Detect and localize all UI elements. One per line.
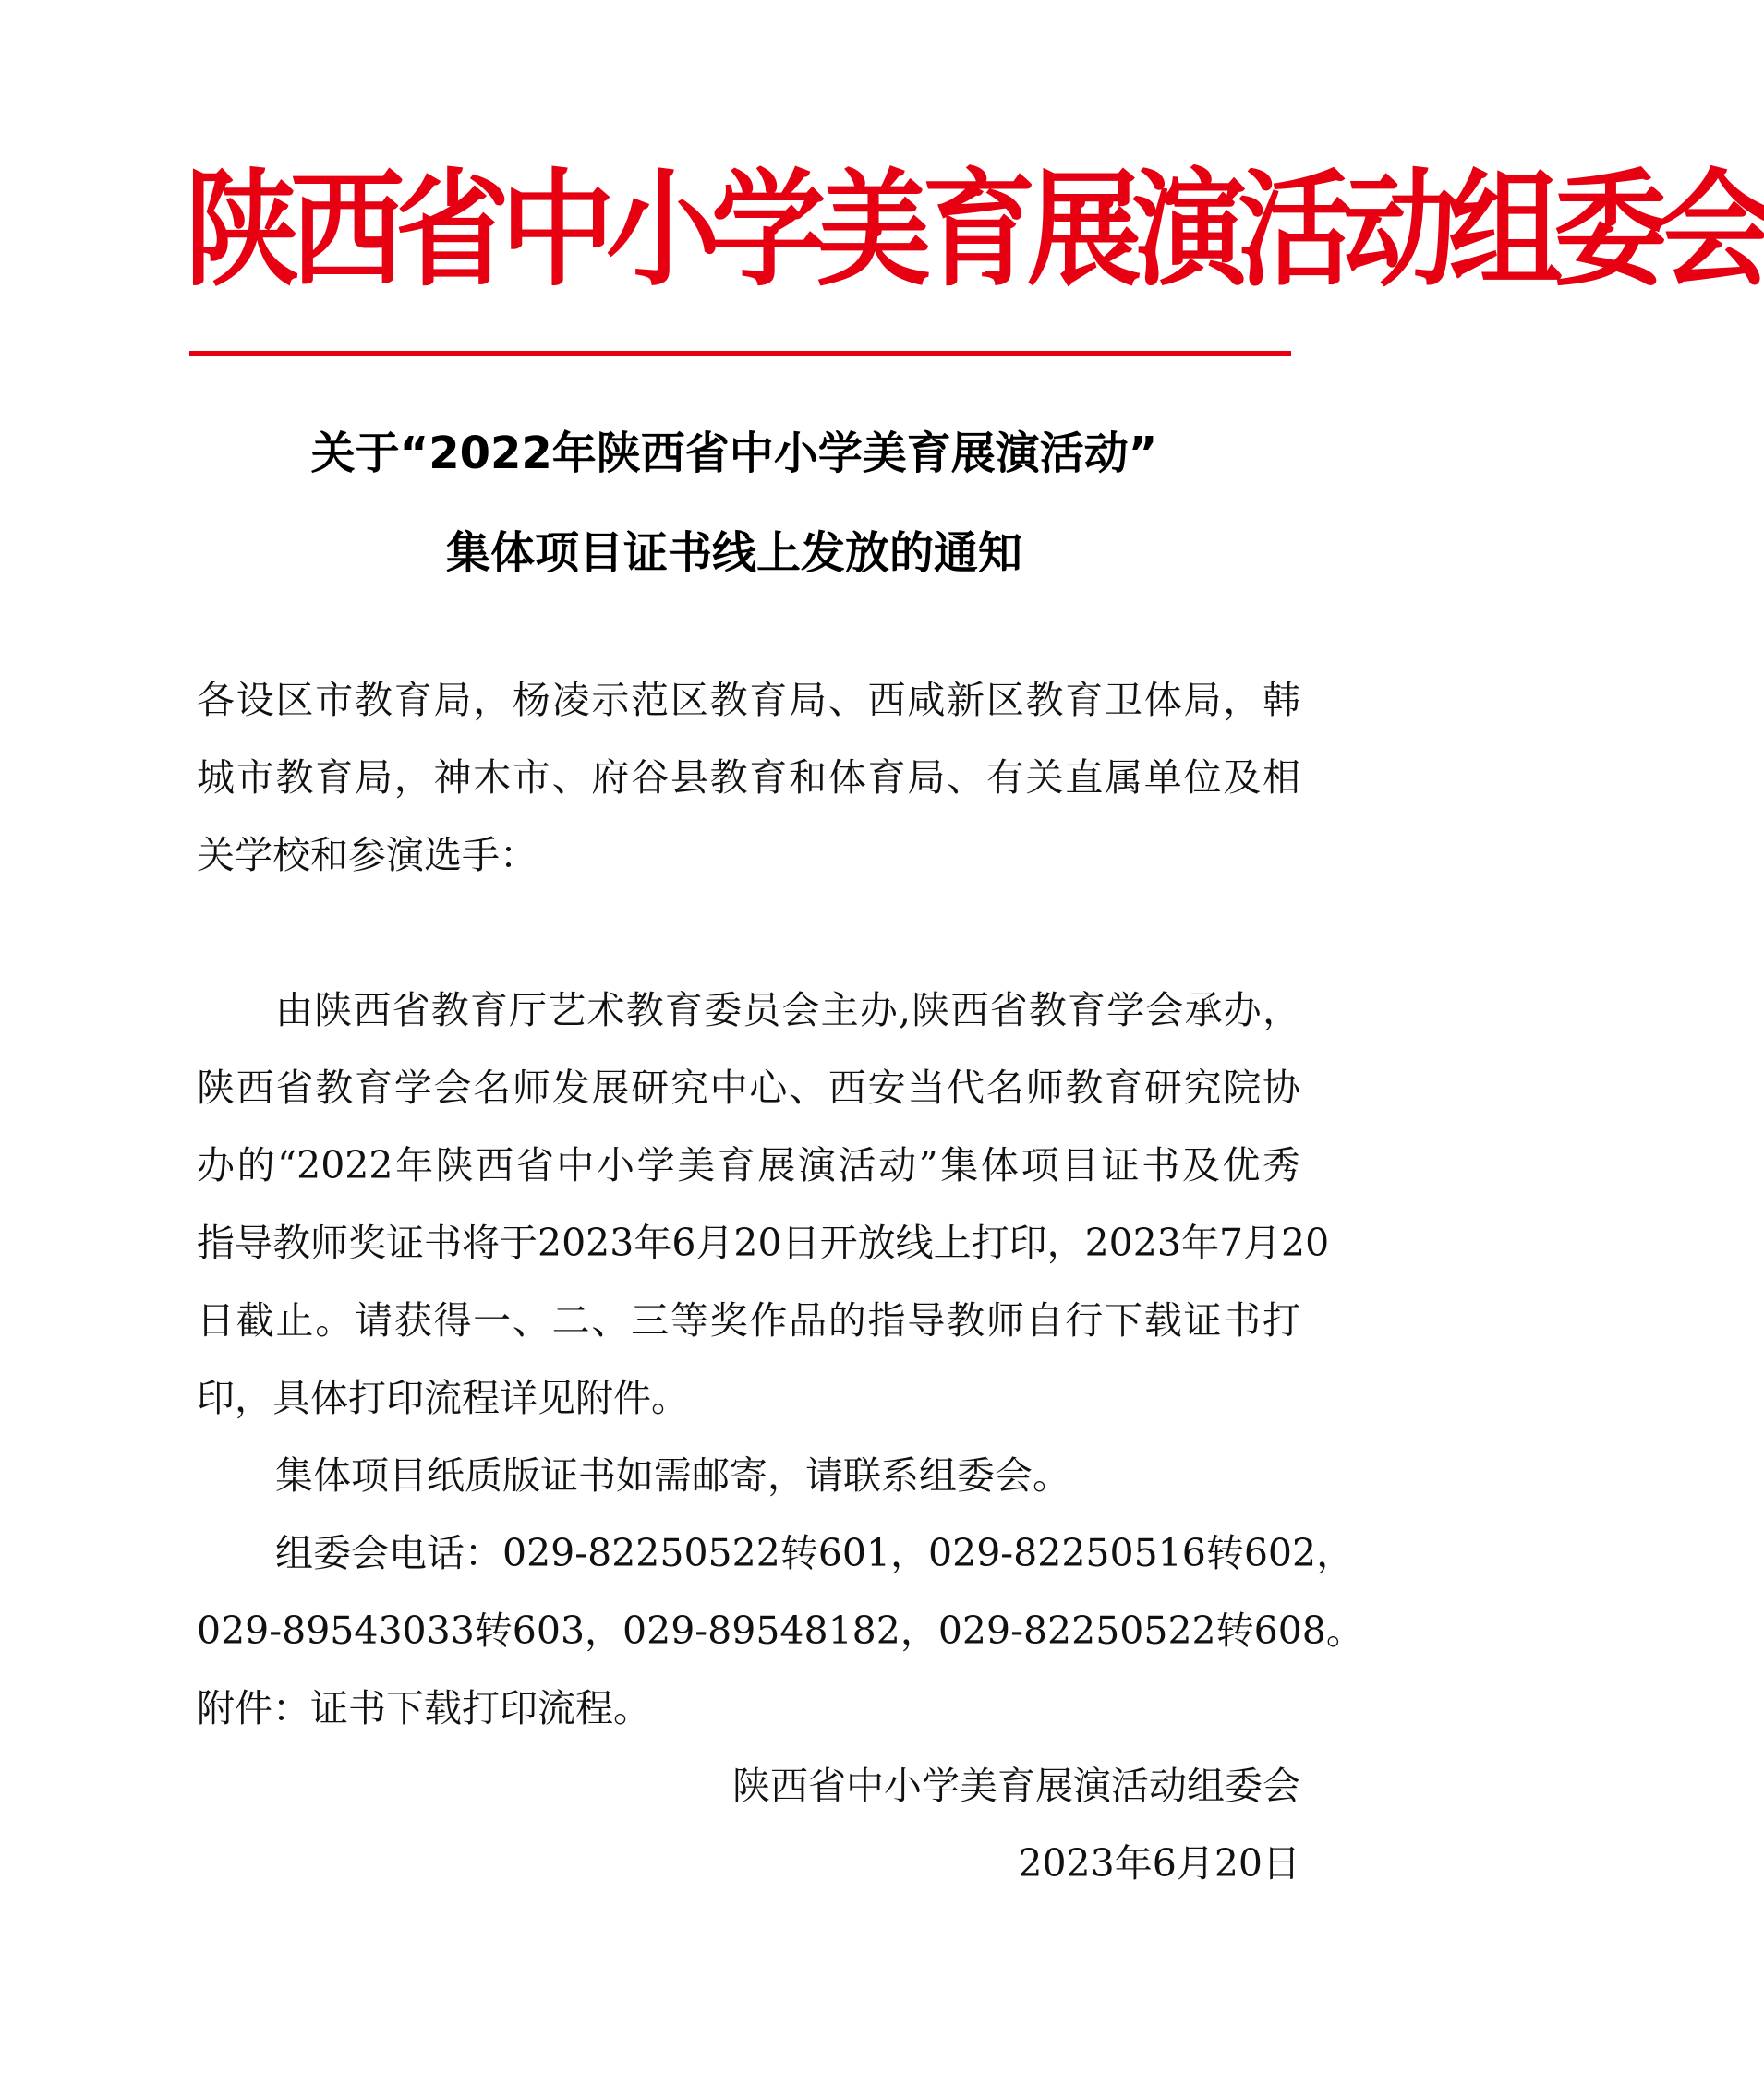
body-para1-line-2: 陕西省教育学会名师发展研究中心、西安当代名师教育研究院协 (197, 1066, 1300, 1110)
document-title-line-2: 集体项目证书线上发放的通知 (445, 527, 1022, 579)
body-para1-line-1: 由陕西省教育厅艺术教育委员会主办,陕西省教育学会承办， (275, 988, 1300, 1032)
salutation-line-3: 关学校和参演选手： (197, 833, 538, 877)
header-divider (189, 351, 1291, 356)
attachment-note: 附件：证书下载打印流程。 (197, 1686, 651, 1730)
contact-line-2: 029-89543033转603，029-89548182，029-82250522转608。 (197, 1609, 1364, 1653)
body-para1-line-4: 指导教师奖证书将于2023年6月20日开放线上打印，2023年7月20 (197, 1221, 1330, 1265)
salutation-line-2: 城市教育局，神木市、府谷县教育和体育局、有关直属单位及相 (197, 755, 1300, 800)
contact-line-1: 组委会电话：029-82250522转601，029-82250516转602， (275, 1531, 1355, 1575)
body-para1-line-6: 印，具体打印流程详见附件。 (197, 1376, 689, 1420)
signature-org: 陕西省中小学美育展演活动组委会 (732, 1764, 1300, 1808)
salutation-line-1: 各设区市教育局，杨凌示范区教育局、西咸新区教育卫体局，韩 (197, 678, 1300, 722)
org-header: 陕西省中小学美育展演活动组委会 (185, 157, 1764, 305)
body-para2: 集体项目纸质版证书如需邮寄，请联系组委会。 (275, 1453, 1070, 1498)
document-title-line-1: 关于“2022年陕西省中小学美育展演活动” (310, 428, 1158, 479)
signature-date: 2023年6月20日 (1018, 1841, 1300, 1886)
body-para1-line-5: 日截止。请获得一、二、三等奖作品的指导教师自行下载证书打 (197, 1298, 1300, 1343)
body-para1-line-3: 办的“2022年陕西省中小学美育展演活动”集体项目证书及优秀 (197, 1143, 1300, 1187)
